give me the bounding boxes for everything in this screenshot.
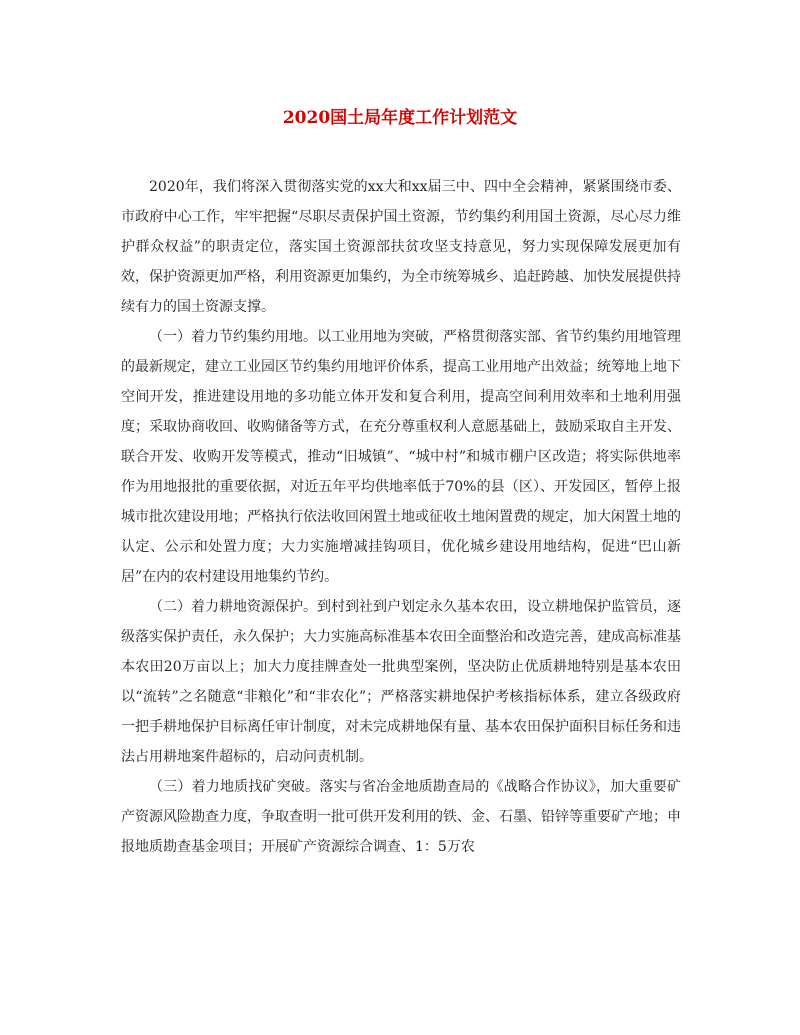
paragraph-farmland: （二）着力耕地资源保护。到村到社到户划定永久基本农田，设立耕地保护监管员，逐级落实保护责任，永久保护；大力实施高标准基本农田全面整治和改造完善，建成高标准基本农田20万亩以上；加大力度挂牌查处一批典型案例，坚决防止优质耕地特别是基本农田以“流转”之名随意“非粮化”和“非农化”；严格落实耕地保护考核指标体系，建立各级政府一把手耕地保护目标离任审计制度，对未完成耕地保有量、基本农田保护面积目标任务和违法占用耕地案件超标的，启动问责机制。 <box>121 599 681 765</box>
paragraph-intro: 2020年，我们将深入贯彻落实党的xx大和xx届三中、四中全会精神，紧紧围绕市委、市政府中心工作，牢牢把握“尽职尽责保护国土资源，节约集约利用国土资源，尽心尽力维护群众权益”的职责定位，落实国土资源部扶贫攻坚支持意见，努力实现保障发展更加有效，保护资源更加严格，利用资源更加集约，为全市统筹城乡、追赶跨越、加快发展提供持续有力的国土资源支撑。 <box>121 179 681 315</box>
paragraph-geology: （三）着力地质找矿突破。落实与省冶金地质勘查局的《战略合作协议》，加大重要矿产资源风险勘查力度，争取查明一批可供开发利用的铁、金、石墨、铅锌等重要矿产地；申报地质勘查基金项目；开展矿产资源综合调查、1：5万农 <box>121 779 681 855</box>
document-title: 2020国土局年度工作计划范文 <box>282 108 518 128</box>
paragraph-land-use: （一）着力节约集约用地。以工业用地为突破，严格贯彻落实部、省节约集约用地管理的最新规定，建立工业园区节约集约用地评价体系，提高工业用地产出效益；统筹地上地下空间开发，推进建设用地的多功能立体开发和复合利用，提高空间利用效率和土地利用强度；采取协商收回、收购储备等方式，在充分尊重权利人意愿基础上，鼓励采取自主开发、联合开发、收购开发等模式，推动“旧城镇”、“城中村”和城市棚户区改造；将实际供地率作为用地报批的重要依据，对近五年平均供地率低于70%的县（区）、开发园区，暂停上报城市批次建设用地；严格执行依法收回闲置土地或征收土地闲置费的规定，加大闲置土地的认定、公示和处置力度；大力实施增减挂钩项目，优化城乡建设用地结构，促进“巴山新居”在内的农村建设用地集约节约。 <box>121 329 681 585</box>
document-body <box>121 172 681 862</box>
